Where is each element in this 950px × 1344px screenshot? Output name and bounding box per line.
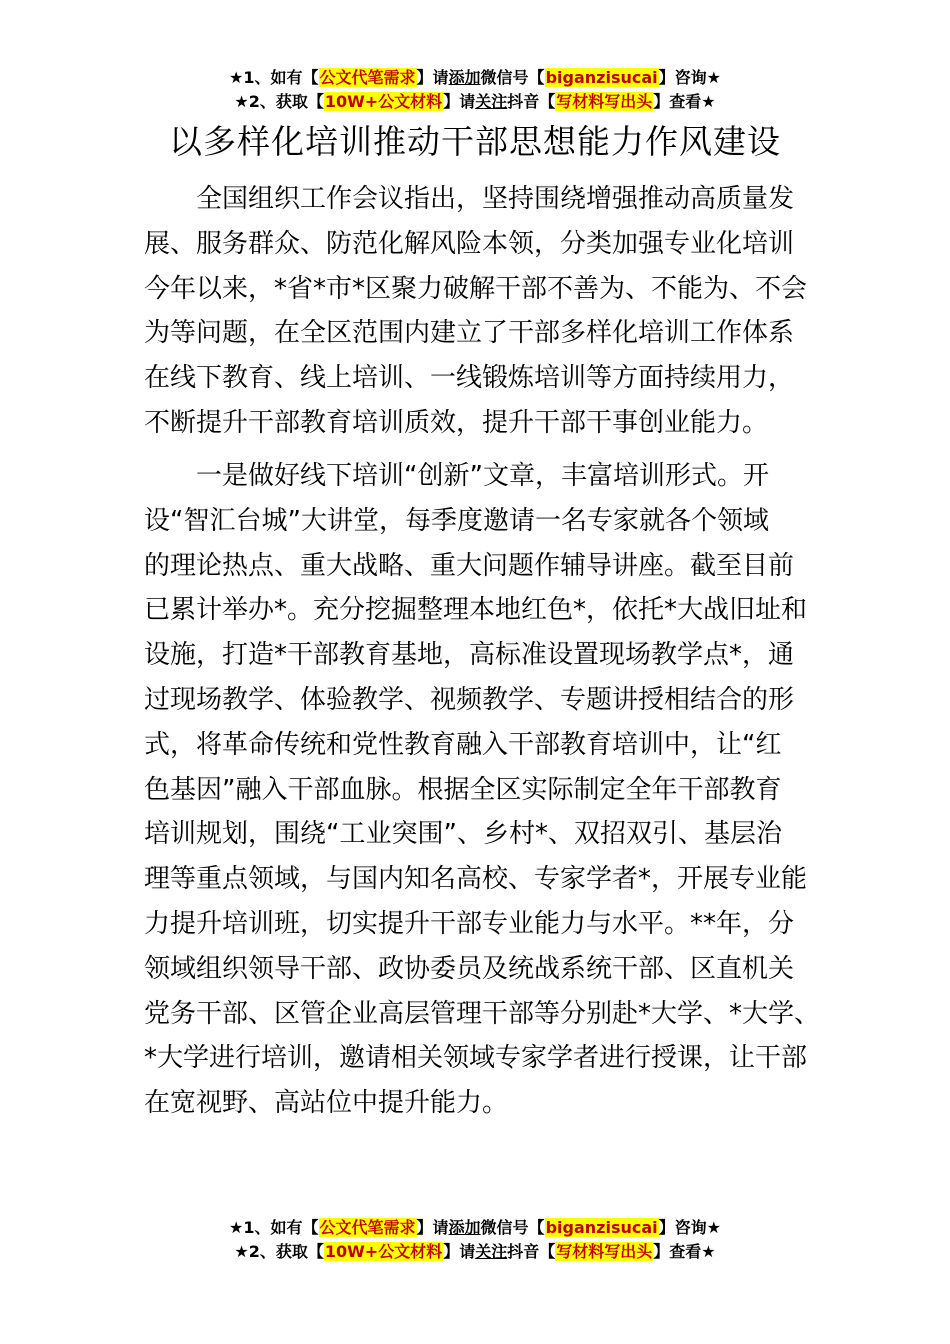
text-line: 一是做好线下培训“创新”文章，丰富培训形式。开 (144, 461, 769, 491)
promo-line-1 (0, 66, 950, 90)
text-line: *大学进行培训，邀请相关领域专家学者进行授课，让干部 (144, 1043, 808, 1074)
promo-text: 抖音【 (507, 92, 556, 111)
text-line: 设“智汇台城”大讲堂，每季度邀请一名专家就各个领域 (144, 505, 769, 536)
text-line: 党务干部、区管企业高层管理干部等分别赴*大学、*大学、 (144, 998, 821, 1029)
text-line: 式，将革命传统和党性教育融入干部教育培训中，让“红 (144, 729, 782, 760)
text-line: 培训规划，围绕“工业突围”、乡村*、双招双引、基层治 (144, 819, 782, 850)
paragraph-intro (144, 177, 824, 446)
text-line: 已累计举办*。充分挖掘整理本地红色*，依托*大战旧址和 (144, 595, 808, 626)
document-title: 以多样化培训推动干部思想能力作风建设 (169, 122, 781, 161)
bottom-promo-banner (0, 1216, 950, 1264)
promo-line-2 (0, 1240, 950, 1264)
promo-line-1 (0, 1216, 950, 1240)
text-line: 领域组织领导干部、政协委员及统战系统干部、区直机关 (144, 953, 795, 984)
text-line: 力提升培训班，切实提升干部专业能力与水平。**年，分 (144, 908, 795, 939)
text-line: 在线下教育、线上培训、一线锻炼培训等方面持续用力， (144, 363, 795, 394)
text-line: 的理论热点、重大战略、重大问题作辅导讲座。截至目前 (144, 550, 795, 581)
highlight-wechat-id: biganzisucai (545, 1218, 658, 1237)
top-promo-banner (0, 66, 950, 114)
promo-text: ★2、获取【 (234, 1242, 324, 1261)
text-line: 在宽视野、高站位中提升能力。 (144, 1088, 509, 1119)
promo-text: 抖音【 (507, 1242, 556, 1261)
text-line: 今年以来，*省*市*区聚力破解干部不善为、不能为、不会 (144, 273, 808, 304)
promo-text: 】咨询★ (658, 1218, 721, 1237)
promo-line-2 (0, 90, 950, 114)
text-line: 过现场教学、体验教学、视频教学、专题讲授相结合的形 (144, 684, 795, 715)
promo-text: 】请 (443, 92, 476, 111)
promo-underlined-add: 添加 (448, 1218, 481, 1237)
promo-text: ★2、获取【 (234, 92, 324, 111)
highlight-materials: 10W+公文材料 (324, 1242, 443, 1261)
promo-text: 】查看★ (653, 92, 716, 111)
promo-text: 】咨询★ (658, 68, 721, 87)
promo-text: 微信号【 (480, 68, 545, 87)
text-line: 理等重点领域，与国内知名高校、专家学者*，开展专业能 (144, 864, 808, 895)
promo-underlined-follow: 关注 (475, 1242, 508, 1261)
text-line: 展、服务群众、防范化解风险本领，分类加强专业化培训 (144, 228, 795, 259)
highlight-wechat-id: biganzisucai (545, 68, 658, 87)
promo-text: ★1、如有【 (229, 68, 319, 87)
highlight-douyin-account: 写材料写出头 (556, 1242, 653, 1261)
promo-underlined-add: 添加 (448, 68, 481, 87)
text-line: 设施，打造*干部教育基地，高标准设置现场教学点*，通 (144, 640, 795, 671)
highlight-writing-service: 公文代笔需求 (319, 68, 416, 87)
promo-text: 微信号【 (480, 1218, 545, 1237)
promo-underlined-follow: 关注 (475, 92, 508, 111)
text-line: 色基因”融入干部血脉。根据全区实际制定全年干部教育 (144, 774, 782, 805)
text-line: 为等问题，在全区范围内建立了干部多样化培训工作体系 (144, 318, 795, 349)
promo-text: 】查看★ (653, 1242, 716, 1261)
promo-text: 】请 (416, 68, 449, 87)
text-line: 全国组织工作会议指出，坚持围绕增强推动高质量发 (144, 184, 795, 214)
highlight-douyin-account: 写材料写出头 (556, 92, 653, 111)
paragraph-offline-training (144, 454, 824, 1126)
highlight-writing-service: 公文代笔需求 (319, 1218, 416, 1237)
promo-text: 】请 (443, 1242, 476, 1261)
highlight-materials: 10W+公文材料 (324, 92, 443, 111)
promo-text: ★1、如有【 (229, 1218, 319, 1237)
promo-text: 】请 (416, 1218, 449, 1237)
text-line: 不断提升干部教育培训质效，提升干部干事创业能力。 (144, 407, 769, 438)
